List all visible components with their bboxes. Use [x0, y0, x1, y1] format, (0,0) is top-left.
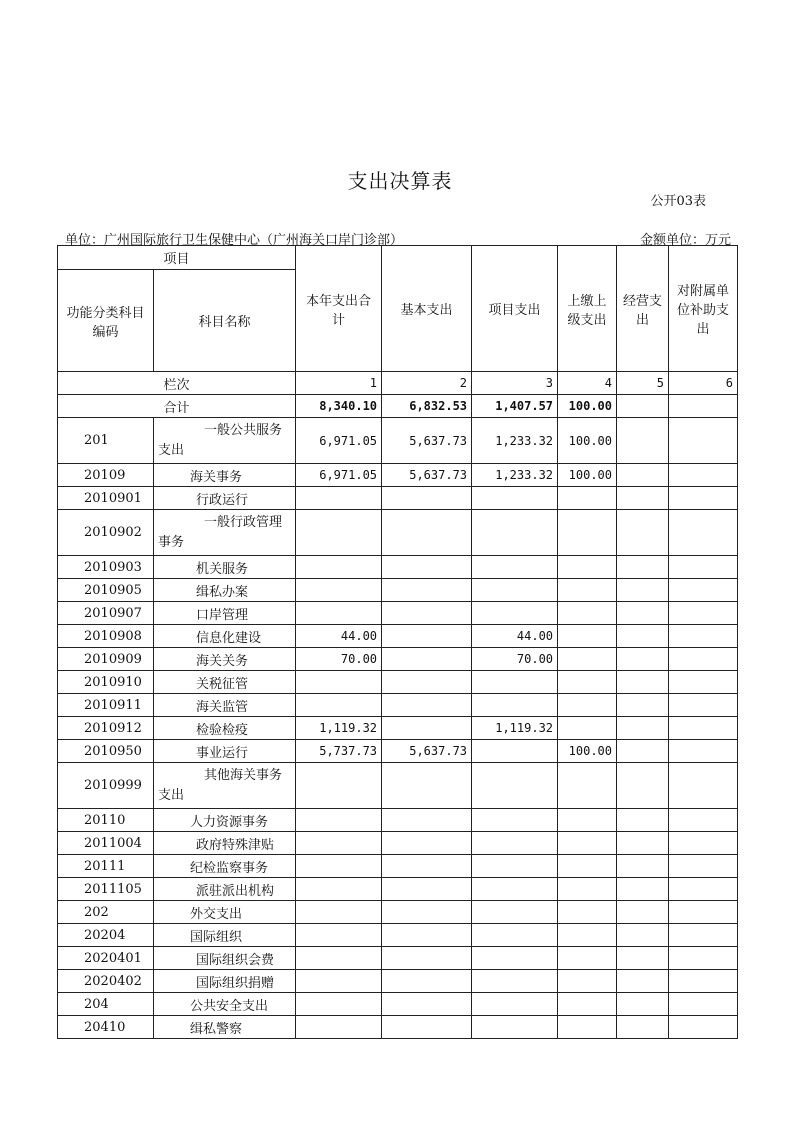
- row-value: [472, 832, 558, 855]
- row-value: [617, 763, 669, 809]
- row-name: 其他海关事务 支出: [154, 763, 296, 809]
- row-value: [669, 717, 738, 740]
- row-code: 20410: [58, 1016, 154, 1039]
- row-value: [669, 1016, 738, 1039]
- table-row: [58, 602, 738, 625]
- row-value: [669, 694, 738, 717]
- row-value: [669, 740, 738, 763]
- table-row: [58, 740, 738, 763]
- row-name: 口岸管理: [154, 602, 296, 625]
- row-code: 2010950: [58, 740, 154, 763]
- header-total: 本年支出合计: [296, 246, 382, 372]
- row-value: [558, 510, 617, 556]
- row-name: 海关监管: [154, 694, 296, 717]
- row-value: [617, 993, 669, 1016]
- row-value: [472, 740, 558, 763]
- row-code: 20204: [58, 924, 154, 947]
- row-value: [669, 832, 738, 855]
- row-value: 1,119.32: [472, 717, 558, 740]
- row-value: [617, 832, 669, 855]
- row-code: 2010999: [58, 763, 154, 809]
- table-row: [58, 717, 738, 740]
- row-value: [617, 947, 669, 970]
- row-name: 检验检疫: [154, 717, 296, 740]
- row-value: [382, 1016, 472, 1039]
- row-value: [617, 510, 669, 556]
- row-value: [296, 694, 382, 717]
- row-value: 6,971.05: [296, 418, 382, 464]
- table-row: [58, 510, 738, 556]
- row-value: [669, 579, 738, 602]
- row-value: [669, 809, 738, 832]
- header-basic: 基本支出: [382, 246, 472, 372]
- row-value: [669, 464, 738, 487]
- row-value: [382, 855, 472, 878]
- row-value: [558, 878, 617, 901]
- row-value: 1,119.32: [296, 717, 382, 740]
- row-code: 2020402: [58, 970, 154, 993]
- row-code: 2010909: [58, 648, 154, 671]
- table-row: [58, 947, 738, 970]
- row-value: [669, 901, 738, 924]
- row-value: [558, 487, 617, 510]
- row-code: 2010902: [58, 510, 154, 556]
- col-number: 4: [558, 372, 617, 395]
- row-name: 国际组织: [154, 924, 296, 947]
- row-value: [669, 556, 738, 579]
- row-name: 一般行政管理 事务: [154, 510, 296, 556]
- row-value: [617, 671, 669, 694]
- row-value: [382, 510, 472, 556]
- col-number: 2: [382, 372, 472, 395]
- table-row: [58, 464, 738, 487]
- row-value: [472, 671, 558, 694]
- row-value: 5,737.73: [296, 740, 382, 763]
- row-name: 行政运行: [154, 487, 296, 510]
- row-value: [617, 1016, 669, 1039]
- row-value: [296, 832, 382, 855]
- row-name: 国际组织捐赠: [154, 970, 296, 993]
- page-title: 支出决算表: [347, 169, 453, 193]
- row-value: [558, 763, 617, 809]
- row-value: 5,637.73: [382, 740, 472, 763]
- row-value: [382, 993, 472, 1016]
- row-code: 20109: [58, 464, 154, 487]
- row-value: [472, 855, 558, 878]
- row-value: 1,233.32: [472, 418, 558, 464]
- col-number: 3: [472, 372, 558, 395]
- row-value: [382, 602, 472, 625]
- row-value: [382, 625, 472, 648]
- table-row: [58, 993, 738, 1016]
- table-row: [58, 625, 738, 648]
- row-value: [558, 556, 617, 579]
- header-upper: 上缴上级支出: [558, 246, 617, 372]
- row-value: [558, 924, 617, 947]
- row-code: 2010901: [58, 487, 154, 510]
- row-value: [472, 809, 558, 832]
- row-value: [617, 487, 669, 510]
- row-value: [669, 947, 738, 970]
- row-name: 缉私办案: [154, 579, 296, 602]
- row-value: [296, 1016, 382, 1039]
- row-value: [558, 901, 617, 924]
- row-value: [382, 717, 472, 740]
- row-value: [382, 763, 472, 809]
- table-row: [58, 970, 738, 993]
- row-value: 100.00: [558, 418, 617, 464]
- row-value: [669, 671, 738, 694]
- row-value: [558, 694, 617, 717]
- row-value: [382, 648, 472, 671]
- row-value: [382, 947, 472, 970]
- row-value: [617, 970, 669, 993]
- table-row: [58, 418, 738, 464]
- row-code: 20110: [58, 809, 154, 832]
- row-name: 一般公共服务 支出: [154, 418, 296, 464]
- row-code: 2010912: [58, 717, 154, 740]
- row-code: 20111: [58, 855, 154, 878]
- row-value: [382, 487, 472, 510]
- header-project: 项目: [58, 246, 296, 270]
- row-code: 204: [58, 993, 154, 1016]
- row-value: [558, 579, 617, 602]
- table-row: [58, 878, 738, 901]
- table-row: [58, 487, 738, 510]
- table-row: [58, 556, 738, 579]
- row-name: 事业运行: [154, 740, 296, 763]
- row-value: [296, 970, 382, 993]
- row-value: [669, 993, 738, 1016]
- sum-value: 1,407.57: [472, 395, 558, 418]
- row-value: [472, 487, 558, 510]
- row-value: 1,233.32: [472, 464, 558, 487]
- row-name: 外交支出: [154, 901, 296, 924]
- table-row: [58, 671, 738, 694]
- table-row: [58, 648, 738, 671]
- row-value: 5,637.73: [382, 464, 472, 487]
- row-value: [558, 832, 617, 855]
- row-value: [617, 648, 669, 671]
- row-value: [558, 993, 617, 1016]
- row-value: [382, 809, 472, 832]
- row-value: [558, 717, 617, 740]
- header-func-code: 功能分类科目编码: [58, 270, 154, 372]
- row-value: [669, 855, 738, 878]
- row-value: [617, 901, 669, 924]
- table-row: [58, 924, 738, 947]
- table-row: [58, 1016, 738, 1039]
- row-value: [382, 556, 472, 579]
- row-value: [558, 1016, 617, 1039]
- row-name: 缉私警察: [154, 1016, 296, 1039]
- row-value: [296, 947, 382, 970]
- row-value: [382, 671, 472, 694]
- table-row: [58, 579, 738, 602]
- table-row: [58, 901, 738, 924]
- row-value: [558, 671, 617, 694]
- row-value: [382, 924, 472, 947]
- row-value: [296, 878, 382, 901]
- row-value: [669, 763, 738, 809]
- row-value: [669, 418, 738, 464]
- row-value: [617, 418, 669, 464]
- row-value: 70.00: [472, 648, 558, 671]
- row-value: 5,637.73: [382, 418, 472, 464]
- row-value: [617, 556, 669, 579]
- row-value: [382, 832, 472, 855]
- col-number: 6: [669, 372, 738, 395]
- row-code: 2010903: [58, 556, 154, 579]
- row-value: [382, 579, 472, 602]
- row-value: [617, 602, 669, 625]
- row-value: [558, 970, 617, 993]
- row-code: 2011105: [58, 878, 154, 901]
- row-value: [669, 924, 738, 947]
- amount-unit-label: 金额单位：万元: [639, 233, 731, 248]
- sum-value: 8,340.10: [296, 395, 382, 418]
- row-value: [296, 901, 382, 924]
- row-value: 100.00: [558, 740, 617, 763]
- row-value: [617, 694, 669, 717]
- expenditure-table: [57, 245, 738, 1039]
- header-subsidy: 对附属单位补助支出: [669, 246, 738, 372]
- row-code: 201: [58, 418, 154, 464]
- sum-value: 6,832.53: [382, 395, 472, 418]
- row-value: [558, 625, 617, 648]
- row-value: 100.00: [558, 464, 617, 487]
- table-row: [58, 809, 738, 832]
- row-name: 关税征管: [154, 671, 296, 694]
- row-value: [669, 487, 738, 510]
- form-code: 公开03表: [650, 194, 706, 209]
- row-value: [558, 855, 617, 878]
- row-value: [472, 510, 558, 556]
- header-subject-name: 科目名称: [154, 270, 296, 372]
- row-value: [669, 878, 738, 901]
- row-code: 2010908: [58, 625, 154, 648]
- row-code: 2010911: [58, 694, 154, 717]
- row-value: [617, 579, 669, 602]
- col-number-label: 栏次: [58, 372, 296, 395]
- row-value: [296, 510, 382, 556]
- row-value: [472, 579, 558, 602]
- sum-value: 100.00: [558, 395, 617, 418]
- row-code: 2020401: [58, 947, 154, 970]
- row-value: [617, 464, 669, 487]
- row-name: 派驻派出机构: [154, 878, 296, 901]
- row-value: [382, 970, 472, 993]
- row-name: 国际组织会费: [154, 947, 296, 970]
- row-value: [382, 694, 472, 717]
- row-value: [296, 556, 382, 579]
- row-value: [296, 924, 382, 947]
- row-value: [472, 970, 558, 993]
- row-value: [558, 947, 617, 970]
- row-value: [669, 970, 738, 993]
- row-value: [617, 878, 669, 901]
- row-value: [472, 1016, 558, 1039]
- row-value: [669, 510, 738, 556]
- row-value: [472, 556, 558, 579]
- row-value: [617, 625, 669, 648]
- sum-value: [617, 395, 669, 418]
- row-value: [472, 602, 558, 625]
- row-value: [617, 855, 669, 878]
- row-value: [472, 878, 558, 901]
- table-row: [58, 855, 738, 878]
- col-number: 1: [296, 372, 382, 395]
- row-value: [296, 487, 382, 510]
- table-body: [58, 418, 738, 1039]
- row-name: 机关服务: [154, 556, 296, 579]
- row-value: [296, 602, 382, 625]
- col-number: 5: [617, 372, 669, 395]
- row-value: [617, 717, 669, 740]
- table-header: [58, 246, 738, 418]
- row-value: [382, 878, 472, 901]
- row-value: [669, 602, 738, 625]
- row-name: 信息化建设: [154, 625, 296, 648]
- table-row: [58, 694, 738, 717]
- row-value: [472, 694, 558, 717]
- table-row: [58, 832, 738, 855]
- row-value: [617, 924, 669, 947]
- row-value: [558, 602, 617, 625]
- row-value: [296, 671, 382, 694]
- sum-label: 合计: [58, 395, 296, 418]
- row-value: [296, 579, 382, 602]
- row-name: 纪检监察事务: [154, 855, 296, 878]
- row-value: 44.00: [472, 625, 558, 648]
- row-value: [296, 855, 382, 878]
- row-value: [296, 809, 382, 832]
- row-name: 海关事务: [154, 464, 296, 487]
- table-row: [58, 763, 738, 809]
- row-value: 6,971.05: [296, 464, 382, 487]
- row-name: 政府特殊津贴: [154, 832, 296, 855]
- row-value: [296, 993, 382, 1016]
- row-code: 2010910: [58, 671, 154, 694]
- row-value: [472, 901, 558, 924]
- row-value: [669, 648, 738, 671]
- row-value: [617, 740, 669, 763]
- row-code: 2010907: [58, 602, 154, 625]
- row-code: 202: [58, 901, 154, 924]
- unit-label: 单位：广州国际旅行卫生保健中心（广州海关口岸门诊部）: [65, 233, 404, 248]
- row-value: [617, 809, 669, 832]
- row-value: [472, 763, 558, 809]
- row-name: 公共安全支出: [154, 993, 296, 1016]
- row-value: [472, 947, 558, 970]
- row-value: [558, 809, 617, 832]
- header-business: 经营支出: [617, 246, 669, 372]
- row-code: 2011004: [58, 832, 154, 855]
- row-name: 海关关务: [154, 648, 296, 671]
- header-project-expenditure: 项目支出: [472, 246, 558, 372]
- row-value: [558, 648, 617, 671]
- row-name: 人力资源事务: [154, 809, 296, 832]
- row-value: [296, 763, 382, 809]
- row-value: [472, 924, 558, 947]
- row-value: [669, 625, 738, 648]
- row-code: 2010905: [58, 579, 154, 602]
- row-value: [472, 993, 558, 1016]
- sum-value: [669, 395, 738, 418]
- row-value: 70.00: [296, 648, 382, 671]
- row-value: [382, 901, 472, 924]
- row-value: 44.00: [296, 625, 382, 648]
